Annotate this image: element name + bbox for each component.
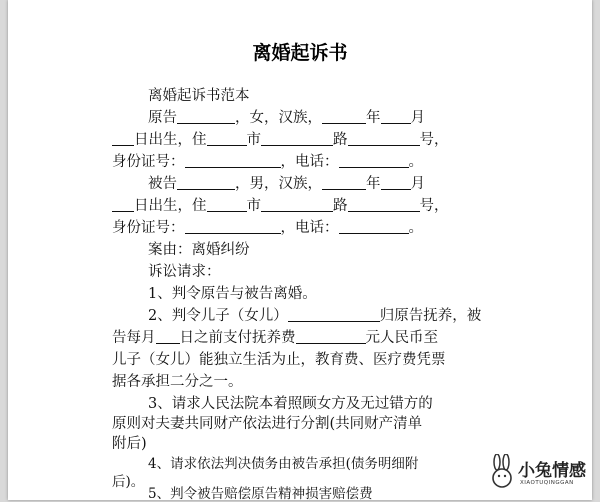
claims-header: 诉讼请求： [148, 264, 221, 280]
plaintiff-id-line: 身份证号： ，电话： 。 [112, 154, 423, 170]
document-page [8, 0, 592, 500]
defendant-id-line: 身份证号： ，电话： 。 [112, 220, 423, 236]
claim-2-line-3: 儿子（女儿）能独立生活为止，教育费、医疗费凭票 [112, 352, 446, 368]
case-cause: 案由：离婚纠纷 [148, 242, 250, 258]
claim-4-line-2: 后)。 [112, 474, 145, 490]
rabbit-icon [488, 454, 516, 490]
defendant-line: 被告 ，男，汉族， 年 月 [148, 176, 425, 192]
document-subtitle: 离婚起诉书范本 [148, 88, 250, 104]
brand-name: 小兔情感 [518, 461, 586, 481]
claim-3-line-3: 附后) [112, 436, 147, 452]
claim-4-line-1: 4、请求依法判决债务由被告承担(债务明细附 [148, 456, 419, 472]
claim-2-line-2: 告每月 日之前支付抚养费 元人民币至 [112, 330, 438, 346]
claim-3-line-1: 3、请求人民法院本着照顾女方及无过错方的 [148, 396, 433, 412]
claim-1: 1、判令原告与被告离婚。 [148, 286, 317, 302]
brand-subtitle: XIAOTUQINGGAN [520, 480, 574, 486]
plaintiff-birth-line: 日出生，住 市 路 号， [112, 128, 449, 149]
document-title: 离婚起诉书 [252, 42, 348, 64]
defendant-birth-line: 日出生，住 市 路 号， [112, 194, 449, 215]
brand-logo [488, 450, 598, 495]
claim-2-line-1: 2、判令儿子（女儿） 归原告抚养，被 [148, 308, 482, 324]
plaintiff-line: 原告 ，女，汉族， 年 月 [148, 110, 425, 126]
claim-5: 5、判令被告赔偿原告精神损害赔偿费 [148, 486, 373, 502]
claim-3-line-2: 原则对夫妻共同财产依法进行分割(共同财产清单 [112, 416, 423, 432]
claim-2-line-4: 据各承担二分之一。 [112, 374, 243, 390]
